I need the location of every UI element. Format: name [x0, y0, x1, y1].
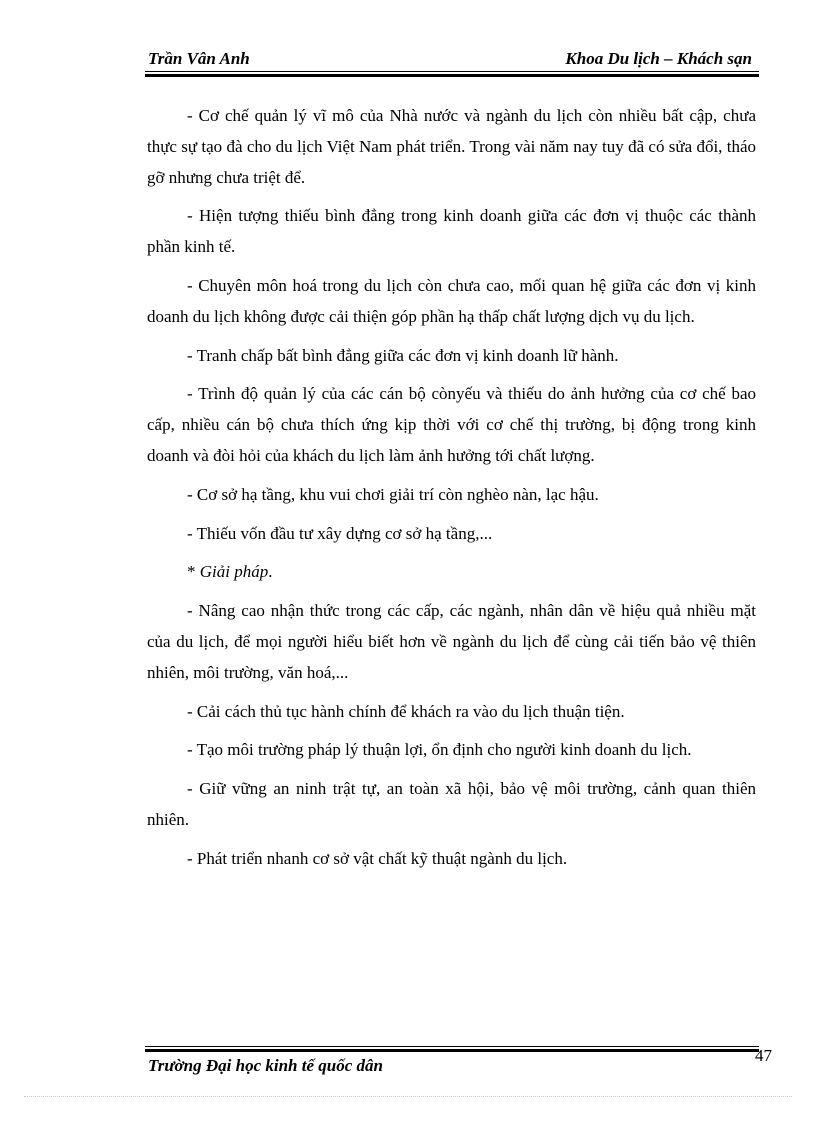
- solution-marker: *: [187, 562, 200, 582]
- header-divider-thick: [145, 74, 759, 77]
- solution-item: - Giữ vững an ninh trật tự, an toàn xã hội, bảo vệ môi trường, cảnh quan thiên nhiên.: [147, 779, 756, 829]
- footer-divider-thick: [145, 1049, 759, 1052]
- paragraph: - Cơ chế quản lý vĩ mô của Nhà nước và ngành du lịch còn nhiều bất cập, chưa thực sự tạo đà cho du lịch Việt Nam phát triển. Trong vài năm nay tuy đã có sửa đổi, tháo gỡ nhưng chưa triệt để.: [147, 106, 756, 187]
- page-bottom-edge: [24, 1096, 792, 1097]
- solution-item: - Cải cách thủ tục hành chính để khách ra vào du lịch thuận tiện.: [187, 701, 625, 721]
- solution-heading-text: Giải pháp: [199, 562, 269, 582]
- paragraph: - Trình độ quản lý của các cán bộ cònyếu và thiếu do ảnh hưởng của cơ chế bao cấp, nhiều cán bộ chưa thích ứng kịp thời với cơ chế thị trường, bị động trong kinh doanh và đòi hỏi của khách du lịch làm ảnh hưởng tới chất lượng.: [147, 384, 756, 465]
- page-body: [147, 101, 756, 883]
- solution-item: - Phát triển nhanh cơ sở vật chất kỹ thuật ngành du lịch.: [187, 848, 568, 868]
- university-name: Trường Đại học kinh tế quốc dân: [148, 1056, 383, 1075]
- paragraph: - Chuyên môn hoá trong du lịch còn chưa cao, mối quan hệ giữa các đơn vị kinh doanh du lịch không được cải thiện góp phần hạ thấp chất lượng dịch vụ du lịch.: [147, 275, 756, 326]
- page-number: 47: [755, 1046, 772, 1065]
- paragraph: - Cơ sở hạ tầng, khu vui chơi giải trí còn nghèo nàn, lạc hậu.: [187, 484, 599, 504]
- header-divider-thin: [145, 71, 759, 72]
- author-name: Trần Vân Anh: [148, 49, 250, 68]
- solution-heading: [147, 557, 756, 588]
- paragraph: - Thiếu vốn đầu tư xây dựng cơ sở hạ tầng,...: [187, 523, 493, 543]
- solution-item: - Tạo môi trường pháp lý thuận lợi, ổn định cho người kinh doanh du lịch.: [187, 740, 692, 760]
- department-name: Khoa Du lịch – Khách sạn: [565, 49, 752, 68]
- paragraph: - Tranh chấp bất bình đẳng giữa các đơn vị kinh doanh lữ hành.: [187, 345, 619, 365]
- paragraph: - Hiện tượng thiếu bình đẳng trong kinh doanh giữa các đơn vị thuộc các thành phần kinh tế.: [147, 206, 756, 257]
- solution-item: - Nâng cao nhận thức trong các cấp, các ngành, nhân dân về hiệu quả nhiều mặt của du lịch, để mọi người hiểu biết hơn về ngành du lịch để cùng cải tiến bảo vệ thiên nhiên, môi trường, văn hoá,...: [147, 601, 756, 682]
- footer-divider-thin: [145, 1046, 759, 1047]
- solution-suffix: .: [268, 562, 273, 582]
